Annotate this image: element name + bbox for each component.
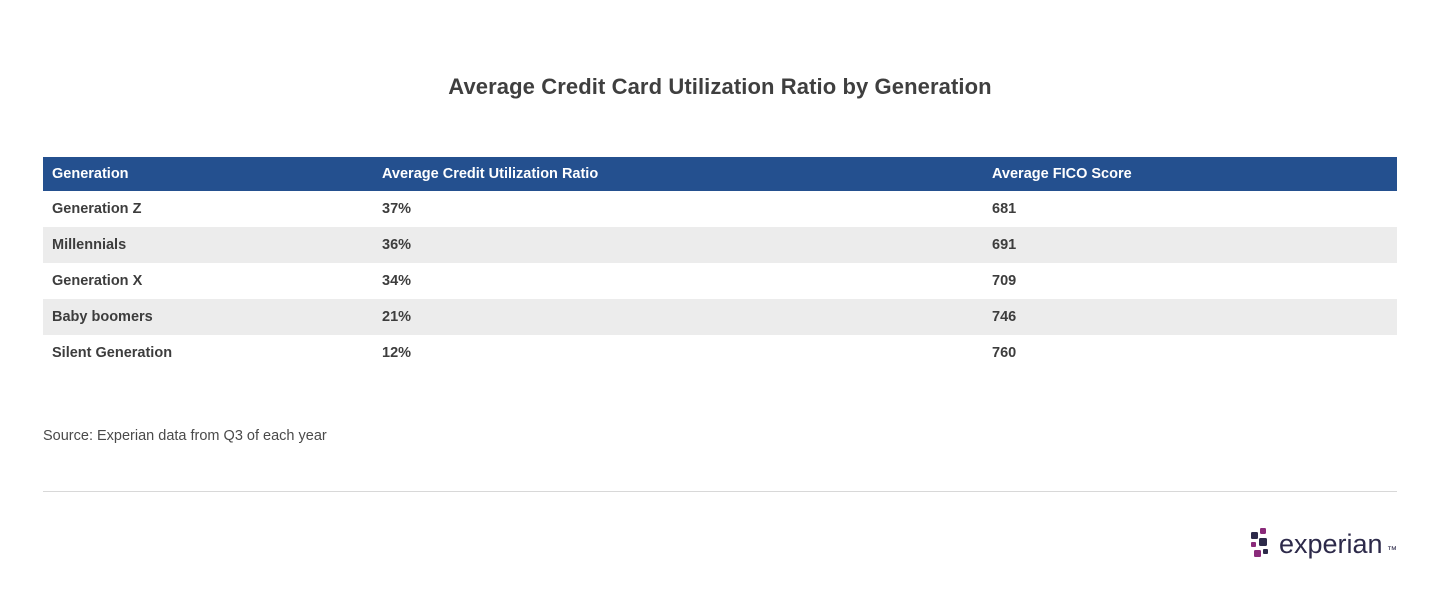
table-row: [43, 335, 1397, 371]
cell-fico: 681: [992, 201, 1017, 217]
data-table-container: [43, 157, 1397, 371]
table-body: [43, 191, 1397, 371]
page-title: Average Credit Card Utilization Ratio by Generation: [448, 74, 992, 99]
table-header-row: [43, 157, 1397, 191]
cell-generation: Generation Z: [52, 201, 142, 217]
cell-fico: 760: [992, 345, 1017, 361]
table-row: [43, 191, 1397, 227]
svg-text:™: ™: [1387, 545, 1397, 556]
experian-dots-icon: [1251, 528, 1279, 562]
experian-wordmark: [1279, 528, 1397, 562]
source-note: Source: Experian data from Q3 of each year: [43, 428, 327, 444]
cell-generation: Generation X: [52, 273, 143, 289]
table-row: [43, 263, 1397, 299]
cell-utilization: 37%: [382, 201, 412, 217]
cell-generation: Baby boomers: [43, 299, 373, 335]
svg-text:experian: experian: [1279, 529, 1383, 559]
column-header-fico: Average FICO Score: [983, 157, 1397, 191]
cell-fico: 709: [992, 273, 1017, 289]
data-table: [43, 157, 1397, 371]
table-header: [43, 157, 1397, 191]
table-row: [43, 227, 1397, 263]
cell-utilization: 12%: [382, 345, 412, 361]
cell-fico: 746: [983, 299, 1397, 335]
cell-utilization: 36%: [373, 227, 983, 263]
footer-divider: [43, 491, 1397, 492]
cell-fico: 691: [983, 227, 1397, 263]
cell-utilization: 21%: [373, 299, 983, 335]
column-header-utilization: Average Credit Utilization Ratio: [373, 157, 983, 191]
experian-logo: [1251, 528, 1397, 562]
table-row: [43, 299, 1397, 335]
cell-generation: Silent Generation: [52, 345, 173, 361]
column-header-generation: Generation: [43, 157, 373, 191]
cell-generation: Millennials: [43, 227, 373, 263]
cell-utilization: 34%: [382, 273, 412, 289]
